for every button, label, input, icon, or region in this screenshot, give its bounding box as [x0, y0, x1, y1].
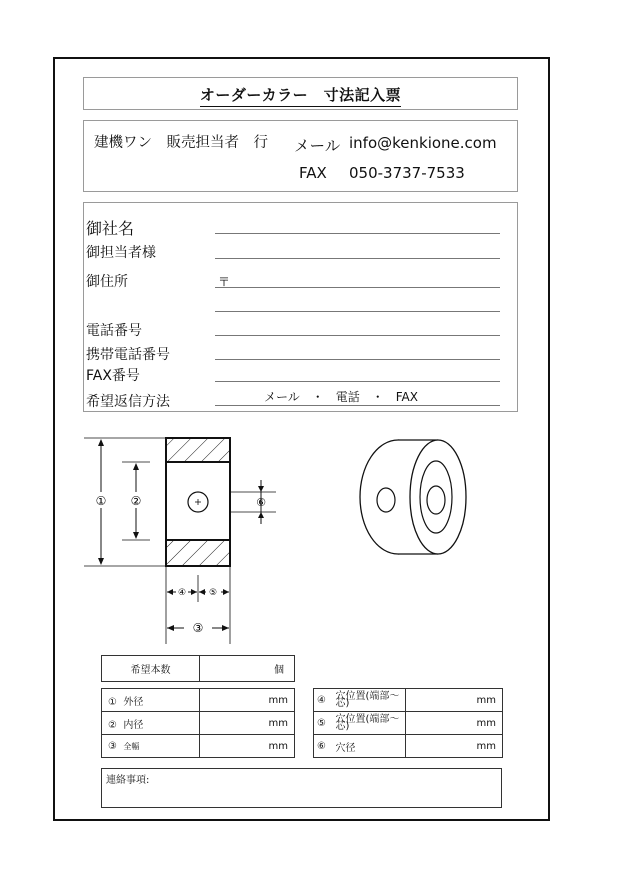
notes-label: 連絡事項:	[106, 775, 150, 786]
dim-row-1-label: ① 外径	[102, 689, 200, 712]
dims-table-left	[101, 688, 295, 758]
mobile-line[interactable]	[215, 359, 500, 360]
phone-line[interactable]	[215, 335, 500, 336]
mobile-label: 携帯電話番号	[86, 347, 170, 363]
dim-row-5-label: 穴位置(端部～芯)	[334, 712, 406, 735]
address-label: 御住所	[86, 274, 128, 290]
hatch-bottom	[166, 540, 230, 566]
form-title: オーダーカラー 寸法記入票	[200, 84, 401, 107]
dim-5-input[interactable]: mm	[406, 712, 503, 735]
dim-6-input[interactable]: mm	[406, 735, 503, 758]
dim-label-3: ③	[192, 621, 204, 635]
phone-label: 電話番号	[86, 323, 142, 339]
quantity-label: 希望本数	[102, 656, 200, 682]
dim-label-5: ⑤	[208, 588, 218, 598]
reply-options: メール ・ 電話 ・ FAX	[264, 390, 418, 404]
dim-row-5-num: ⑤	[314, 712, 334, 735]
reply-method-label: 希望返信方法	[86, 394, 170, 410]
dim-row-6-num: ⑥	[314, 735, 334, 758]
cross-section-diagram	[80, 430, 300, 645]
dim-row-4-label: 穴位置(端部～芯)	[334, 689, 406, 712]
customer-info-box	[83, 202, 518, 412]
recipient-box	[83, 120, 518, 192]
fax-label: FAX	[299, 164, 327, 182]
quantity-input[interactable]	[200, 656, 295, 682]
postal-mark: 〒	[218, 275, 231, 289]
dims-table-right	[313, 688, 503, 758]
dim-label-2: ②	[130, 494, 142, 508]
dim-row-4-num: ④	[314, 689, 334, 712]
dim-label-6: ⑥	[256, 496, 266, 509]
mail-label: メール	[294, 137, 341, 155]
quantity-table	[101, 655, 295, 682]
reply-line	[215, 405, 500, 406]
title-box	[83, 77, 518, 110]
contact-label: 御担当者様	[86, 245, 156, 261]
mail-address: info@kenkione.com	[349, 134, 497, 152]
address-line-2[interactable]	[215, 311, 500, 312]
notes-box[interactable]	[101, 768, 502, 808]
company-line[interactable]	[215, 233, 500, 234]
dim-1-input[interactable]: mm	[200, 689, 295, 712]
fax-line[interactable]	[215, 381, 500, 382]
dim-3-input[interactable]: mm	[200, 735, 295, 758]
dim-row-2-label: ② 内径	[102, 712, 200, 735]
dim-label-4: ④	[177, 588, 187, 598]
dim-row-6-label: 穴径	[334, 735, 406, 758]
dim-row-3-label: ③ 全幅	[102, 735, 200, 758]
collar-3d-drawing	[350, 432, 480, 562]
dim-4-input[interactable]: mm	[406, 689, 503, 712]
dim-label-1: ①	[95, 494, 107, 508]
recipient-name: 建機ワン 販売担当者 行	[94, 135, 268, 151]
company-label: 御社名	[86, 219, 135, 238]
hatch-top	[166, 438, 230, 462]
address-line-1[interactable]	[215, 287, 500, 288]
contact-line[interactable]	[215, 258, 500, 259]
dim-2-input[interactable]: mm	[200, 712, 295, 735]
quantity-unit: 個	[274, 665, 284, 676]
fax-field-label: FAX番号	[86, 368, 140, 384]
fax-number: 050-3737-7533	[349, 164, 465, 182]
